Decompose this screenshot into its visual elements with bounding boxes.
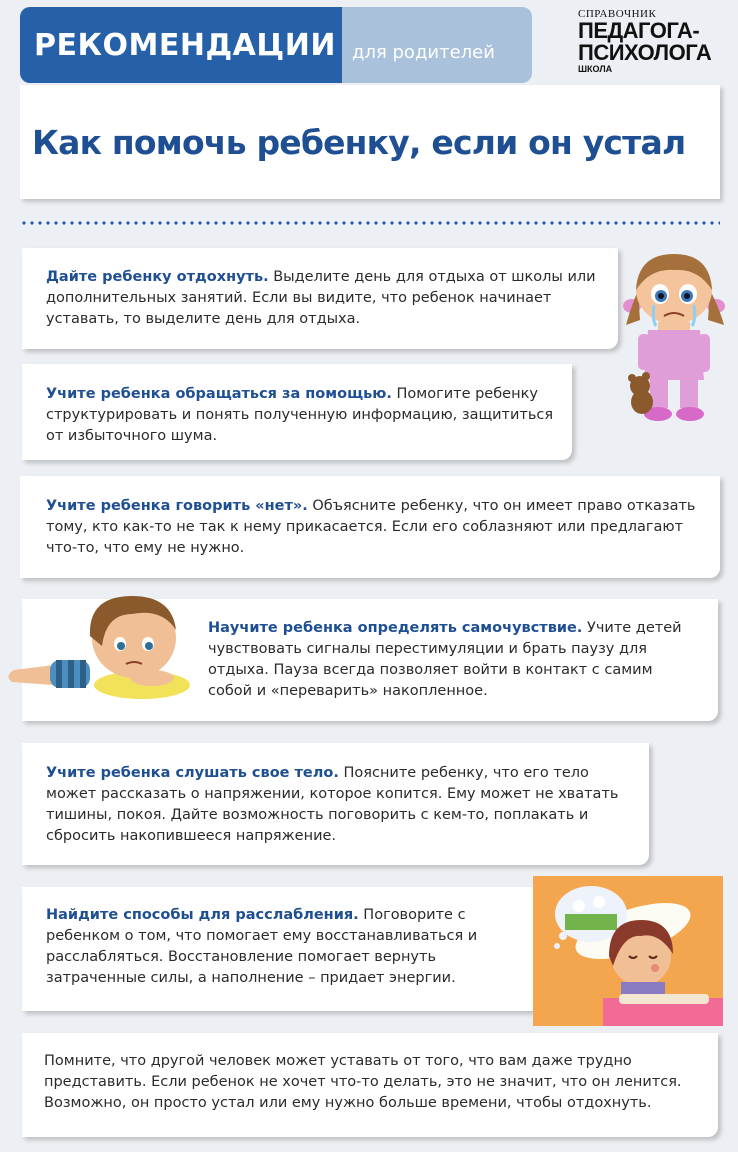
logo-line-2: ПЕДАГОГА- <box>578 18 700 43</box>
logo-line-3: ПСИХОЛОГА <box>578 40 712 65</box>
tired-boy-illustration <box>2 590 192 705</box>
header-main-label <box>20 7 342 83</box>
tip-card-ask-help <box>22 364 572 460</box>
tip-card-listen-body <box>22 743 649 865</box>
tip-text: Учите детей чувствовать сигналы перестимуляции и брать паузу для отдыха. Пауза всегда позволяет войти в контакт с самим собой и «переварить» накопленное. <box>208 620 682 699</box>
tip-heading: Учите ребенка слушать свое тело. <box>46 765 339 781</box>
tip-heading: Учите ребенка обращаться за помощью. <box>46 386 392 402</box>
tip-card-relax <box>22 887 554 1011</box>
tip-heading: Учите ребенка говорить «нет». <box>46 498 308 514</box>
tip-text: Помогите ребенку структурировать и понять полученную информацию, защититься от избыточного шума. <box>46 386 554 444</box>
tip-heading: Дайте ребенку отдохнуть. <box>46 269 269 285</box>
sleeping-girl-illustration <box>533 876 723 1026</box>
tip-heading: Научите ребенка определять самочувствие. <box>208 620 583 636</box>
tip-text: Поговорите с ребенком о том, что помогает ему восстанавливаться и расслабляться. Восстановление помогает вернуть затраченные силы, а наполнение – придает энергии. <box>46 907 478 986</box>
header-sub-text: для родителей <box>352 42 495 63</box>
tip-text: Объясните ребенку, что он имеет право отказать тому, кто как-то не так к нему прикасается. Если его соблазняют или предлагают что-то, что ему не нужно. <box>46 498 696 556</box>
title-box <box>20 85 720 199</box>
tip-card-say-no <box>20 476 720 578</box>
tip-card-rest <box>22 248 618 349</box>
header-sub-label <box>342 7 532 83</box>
footer-note <box>22 1033 718 1137</box>
tip-text: Поясните ребенку, что его тело может рассказать о напряжении, которое копится. Ему может не хватать тишины, покоя. Дайте возможность поговорить с кем-то, поплакать и сбросить накопившееся напряжение. <box>46 765 619 844</box>
tip-text: Выделите день для отдыха от школы или дополнительных занятий. Если вы видите, что ребенок начинает уставать, то выделите день для отдыха. <box>46 269 596 327</box>
publisher-logo <box>578 8 728 74</box>
crying-girl-illustration <box>618 250 733 430</box>
logo-line-1: СПРАВОЧНИК <box>578 8 657 20</box>
page-title: Как помочь ребенку, если он устал <box>32 122 686 162</box>
dotted-divider <box>20 220 720 226</box>
footer-text: Помните, что другой человек может уставать от того, что вам даже трудно представить. Если ребенок не хочет что-то делать, это не значит, что он ленится. Возможно, он просто устал или ему нужно больше времени, чтобы отдохнуть. <box>44 1053 682 1111</box>
header-main-text: РЕКОМЕНДАЦИИ <box>34 27 336 63</box>
logo-line-4: ШКОЛА <box>578 64 613 74</box>
tip-heading: Найдите способы для расслабления. <box>46 907 359 923</box>
